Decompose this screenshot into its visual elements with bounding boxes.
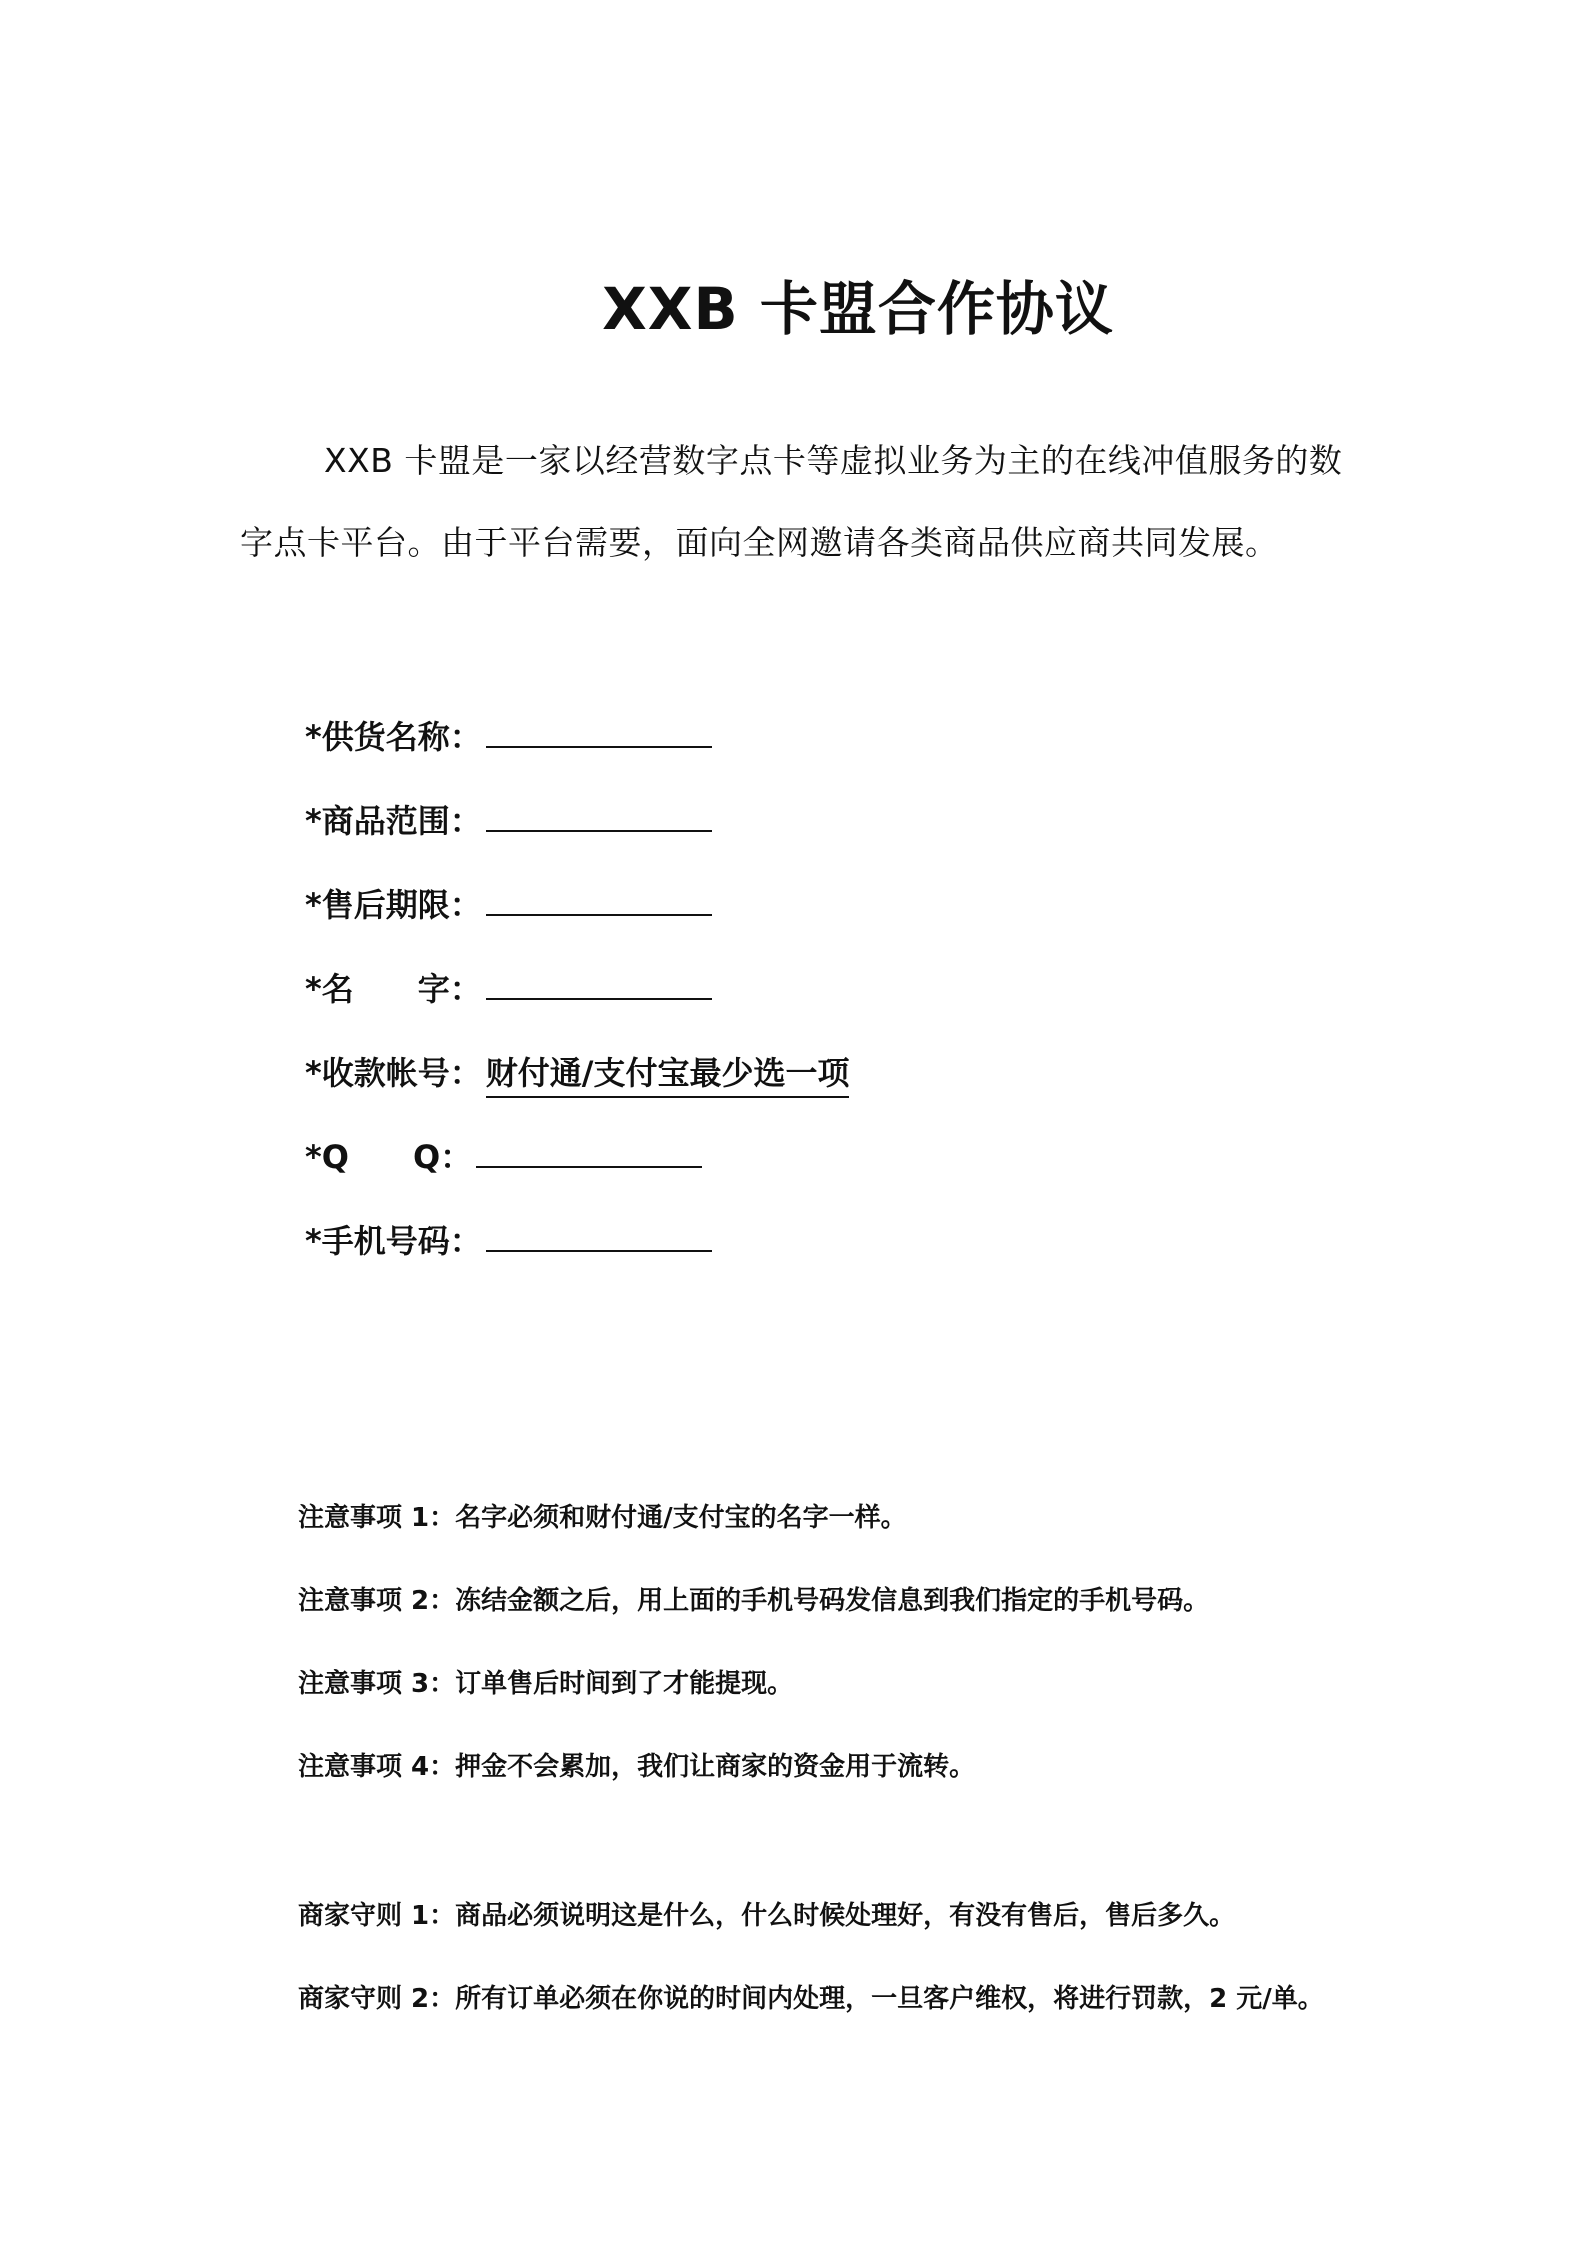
product-scope-field[interactable] [486, 804, 712, 832]
form-row-after-sale [305, 880, 712, 926]
note-item-4: 注意事项 4：押金不会累加，我们让商家的资金用于流转。 [298, 1752, 976, 1782]
rule-item-2: 商家守则 2：所有订单必须在你说的时间内处理，一旦客户维权，将进行罚款，2 元/单。 [298, 1984, 1324, 2014]
supply-name-label: *供货名称： [305, 718, 482, 756]
form-row-product-scope [305, 796, 712, 842]
account-field[interactable]: 财付通/支付宝最少选一项 [486, 1048, 850, 1098]
phone-field[interactable] [486, 1224, 712, 1252]
note-item-3: 注意事项 3：订单售后时间到了才能提现。 [298, 1669, 794, 1699]
intro-paragraph: XXB 卡盟是一家以经营数字点卡等虚拟业务为主的在线冲值服务的数字点卡平台。由于平台需要，面向全网邀请各类商品供应商共同发展。 [240, 441, 1343, 562]
form-row-supply-name [305, 712, 712, 758]
document-title: XXB 卡盟合作协议 [602, 275, 1114, 343]
qq-label: *Q Q： [305, 1138, 473, 1176]
form-row-qq [305, 1132, 702, 1178]
name-label: *名 字： [305, 970, 482, 1008]
note-item-2: 注意事项 2：冻结金额之后，用上面的手机号码发信息到我们指定的手机号码。 [298, 1586, 1210, 1616]
form-row-name [305, 964, 712, 1010]
qq-field[interactable] [476, 1140, 702, 1168]
account-label: *收款帐号： [305, 1054, 482, 1092]
product-scope-label: *商品范围： [305, 802, 482, 840]
form-row-account [305, 1048, 849, 1098]
after-sale-label: *售后期限： [305, 886, 482, 924]
name-field[interactable] [486, 972, 712, 1000]
rule-item-1: 商家守则 1：商品必须说明这是什么，什么时候处理好，有没有售后，售后多久。 [298, 1901, 1236, 1931]
after-sale-field[interactable] [486, 888, 712, 916]
supply-name-field[interactable] [486, 720, 712, 748]
note-item-1: 注意事项 1：名字必须和财付通/支付宝的名字一样。 [298, 1503, 907, 1533]
phone-label: *手机号码： [305, 1222, 482, 1260]
form-row-phone [305, 1216, 712, 1262]
